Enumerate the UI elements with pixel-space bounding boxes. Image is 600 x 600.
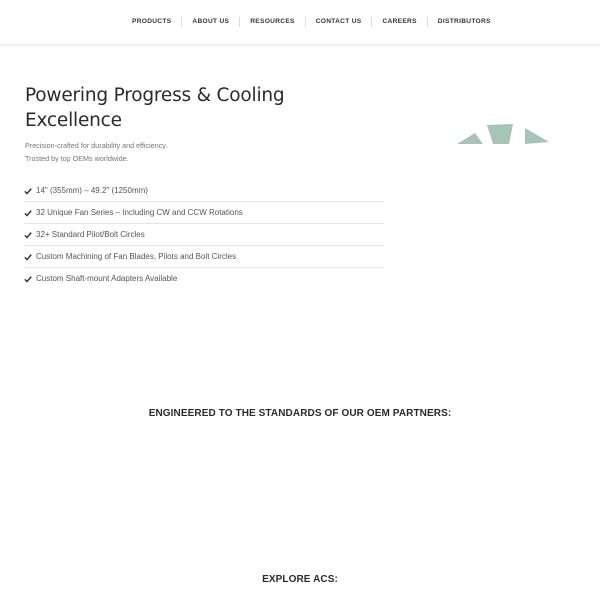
feature-text: 32+ Standard Pilot/Bolt Circles xyxy=(36,230,145,239)
nav-item-about-us[interactable]: ABOUT US xyxy=(181,17,239,27)
feature-item xyxy=(24,180,384,202)
nav-item-resources[interactable]: RESOURCES xyxy=(239,17,304,27)
feature-item xyxy=(24,224,384,246)
hero-subtitle-line-1: Precision-crafted for durability and efficiency. xyxy=(25,141,168,150)
nav-item-contact-us[interactable]: CONTACT US xyxy=(305,17,372,27)
check-icon xyxy=(24,253,32,261)
nav-item-careers[interactable]: CAREERS xyxy=(371,17,426,27)
feature-item xyxy=(24,246,384,268)
feature-list xyxy=(24,180,384,289)
fan-blade-left xyxy=(457,133,483,144)
check-icon xyxy=(24,209,32,217)
feature-text: Custom Machining of Fan Blades, Pilots and Bolt Circles xyxy=(36,252,237,261)
explore-heading: EXPLORE ACS: xyxy=(262,574,338,585)
check-icon xyxy=(24,231,32,239)
nav-menu xyxy=(122,17,501,27)
fan-blade-right xyxy=(525,128,549,144)
feature-item xyxy=(24,202,384,224)
feature-text: 32 Unique Fan Series – Including CW and CCW Rotations xyxy=(36,208,243,217)
feature-item xyxy=(24,268,384,289)
hero-subtitle-line-2: Trusted by top OEMs worldwide. xyxy=(25,154,129,163)
hero-subtitle xyxy=(25,139,325,165)
nav-item-distributors[interactable]: DISTRIBUTORS xyxy=(427,17,501,27)
check-icon xyxy=(24,275,32,283)
nav-item-products[interactable]: PRODUCTS xyxy=(132,18,172,25)
partners-heading: ENGINEERED TO THE STANDARDS OF OUR OEM PARTNERS: xyxy=(148,408,452,419)
hero-title: Powering Progress & Cooling Excellence xyxy=(25,85,285,131)
top-navigation xyxy=(0,0,600,45)
feature-text: Custom Shaft-mount Adapters Available xyxy=(36,274,178,283)
fan-blade-icon xyxy=(455,123,555,145)
feature-text: 14" (355mm) – 49.2" (1250mm) xyxy=(36,186,148,195)
check-icon xyxy=(24,187,32,195)
fan-blade-center xyxy=(487,124,513,144)
